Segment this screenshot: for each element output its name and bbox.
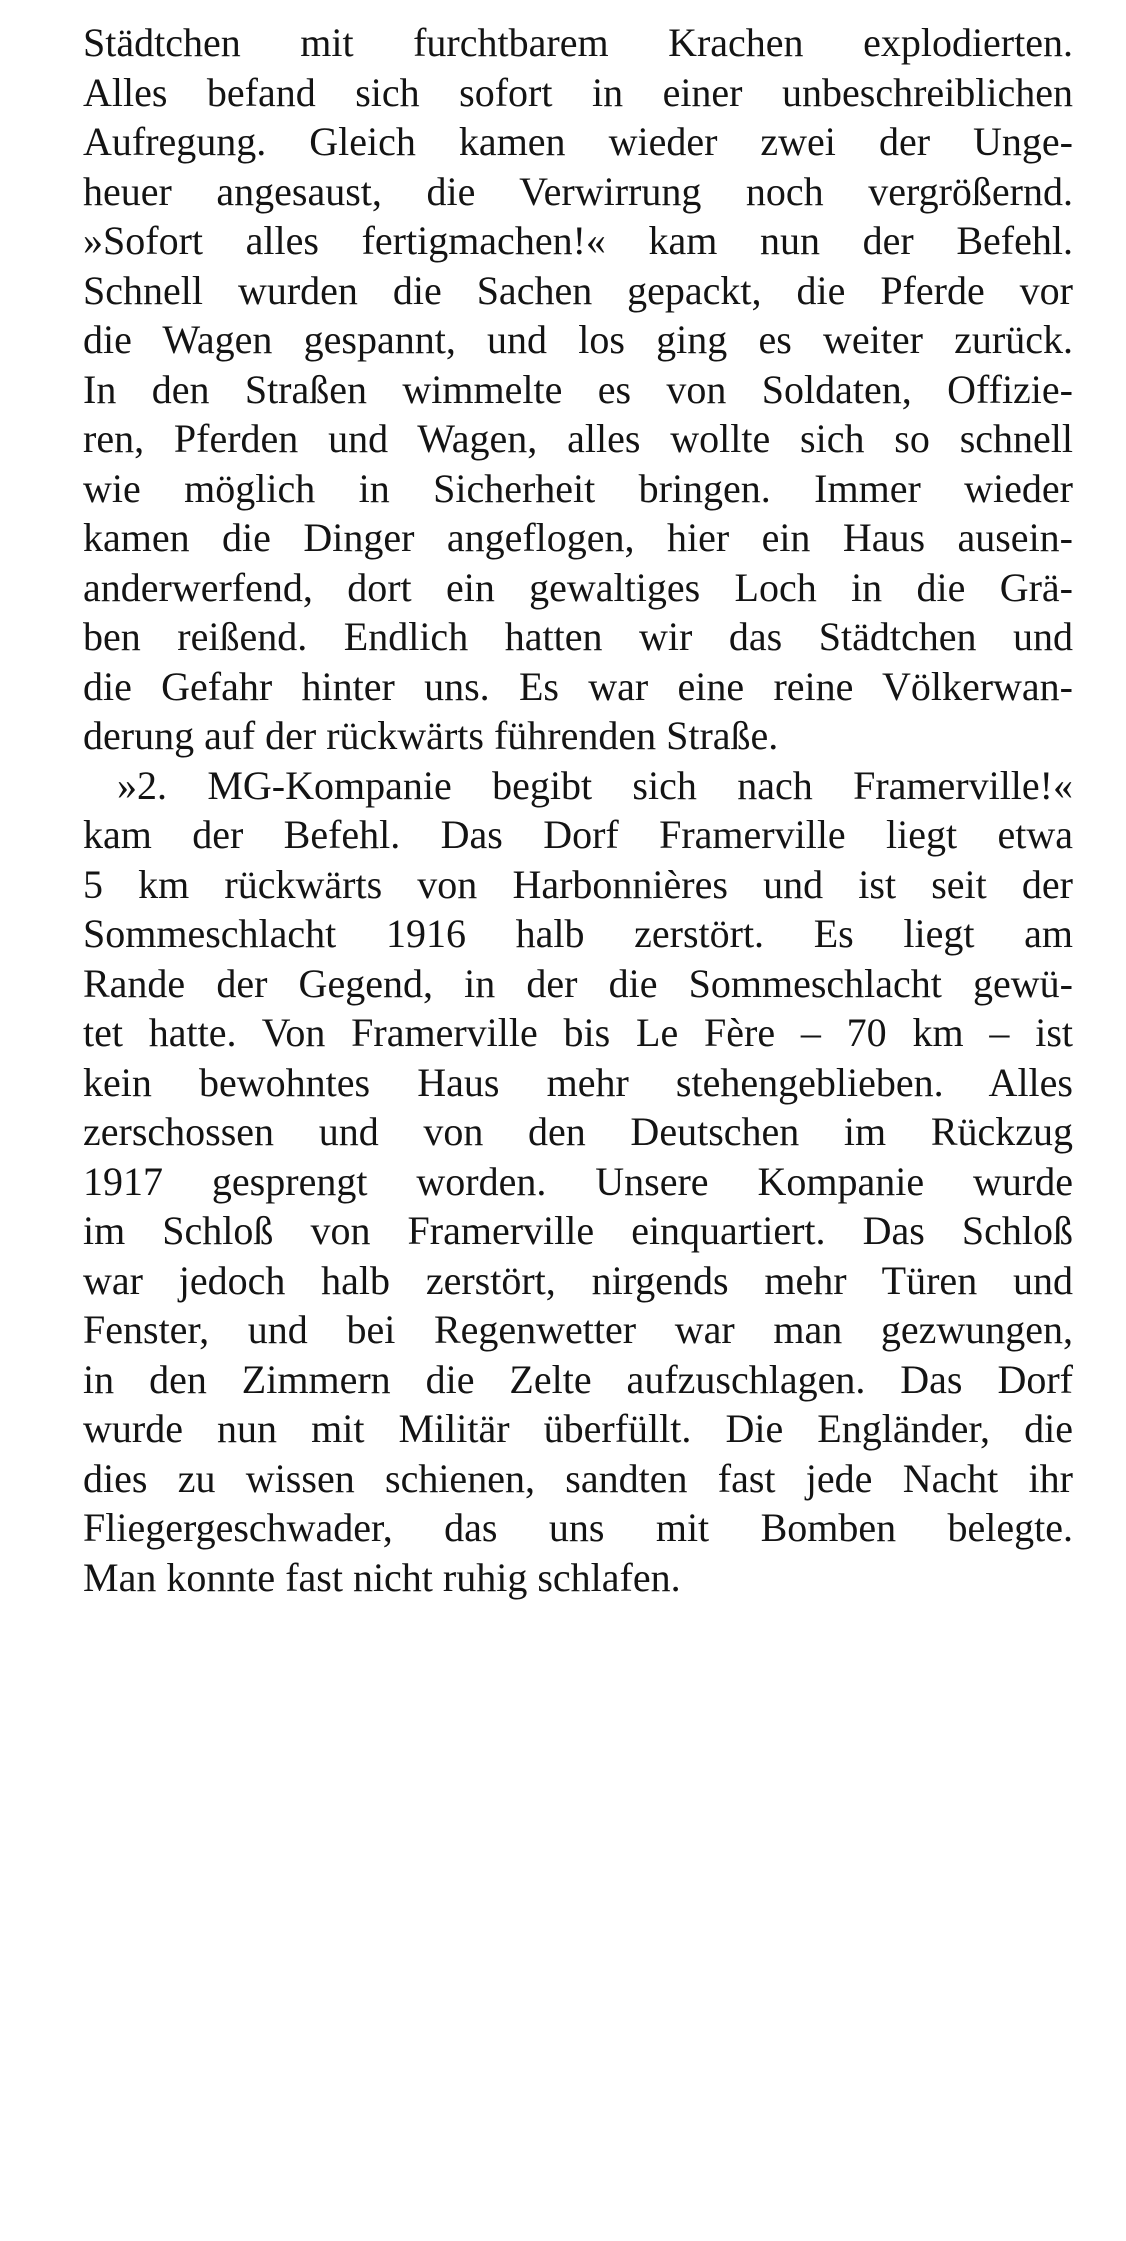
text-line: Rande der Gegend, in der die Sommeschlacht gewü-: [83, 960, 1073, 1006]
text-line: Alles befand sich sofort in einer unbeschreiblichen: [83, 69, 1073, 115]
text-line: Sommeschlacht 1916 halb zerstört. Es liegt am: [83, 911, 1073, 956]
text-line: kam der Befehl. Das Dorf Framerville liegt etwa: [83, 812, 1073, 857]
text-line: 1917 gesprengt worden. Unsere Kompanie wurde: [83, 1158, 1073, 1204]
paragraph-start-line: »2. MG-Kompanie begibt sich nach Framerville!«: [117, 762, 1073, 808]
text-line: Fliegergeschwader, das uns mit Bomben belegte.: [83, 1505, 1073, 1550]
text-line: wie möglich in Sicherheit bringen. Immer wieder: [83, 465, 1073, 511]
text-line: war jedoch halb zerstört, nirgends mehr Türen und: [83, 1257, 1073, 1303]
text-line: Städtchen mit furchtbarem Krachen explodierten.: [83, 20, 1073, 65]
text-line: tet hatte. Von Framerville bis Le Fère – 70 km – ist: [83, 1010, 1073, 1055]
text-line: die Wagen gespannt, und los ging es weiter zurück.: [83, 317, 1073, 362]
text-line: dies zu wissen schienen, sandten fast jede Nacht ihr: [83, 1455, 1073, 1501]
text-line: heuer angesaust, die Verwirrung noch vergrößernd.: [83, 168, 1073, 214]
text-line: Schnell wurden die Sachen gepackt, die Pferde vor: [83, 267, 1073, 313]
text-line: »Sofort alles fertigmachen!« kam nun der Befehl.: [83, 218, 1073, 263]
text-line: Aufregung. Gleich kamen wieder zwei der Unge-: [83, 119, 1073, 164]
text-line: zerschossen und von den Deutschen im Rückzug: [83, 1109, 1073, 1154]
text-line: 5 km rückwärts von Harbonnières und ist seit der: [83, 861, 1073, 907]
text-line: ben reißend. Endlich hatten wir das Städtchen und: [83, 614, 1073, 659]
text-line: wurde nun mit Militär überfüllt. Die Engländer, die: [83, 1406, 1073, 1451]
text-line: die Gefahr hinter uns. Es war eine reine Völkerwan-: [83, 663, 1073, 709]
text-line: in den Zimmern die Zelte aufzuschlagen. Das Dorf: [83, 1356, 1073, 1402]
paragraph-end-line: Man konnte fast nicht ruhig schlafen.: [83, 1554, 681, 1600]
text-line: anderwerfend, dort ein gewaltiges Loch in die Grä-: [83, 564, 1073, 610]
text-line: In den Straßen wimmelte es von Soldaten, Offizie-: [83, 366, 1073, 412]
text-line: ren, Pferden und Wagen, alles wollte sich so schnell: [83, 416, 1073, 461]
text-line: kein bewohntes Haus mehr stehengeblieben. Alles: [83, 1059, 1073, 1105]
text-line: Fenster, und bei Regenwetter war man gezwungen,: [83, 1307, 1073, 1352]
text-line: kamen die Dinger angeflogen, hier ein Haus ausein-: [83, 515, 1073, 560]
book-page-text: [83, 18, 1073, 1602]
text-line: im Schloß von Framerville einquartiert. Das Schloß: [83, 1208, 1073, 1253]
paragraph-end-line: derung auf der rückwärts führenden Straße.: [83, 713, 779, 758]
